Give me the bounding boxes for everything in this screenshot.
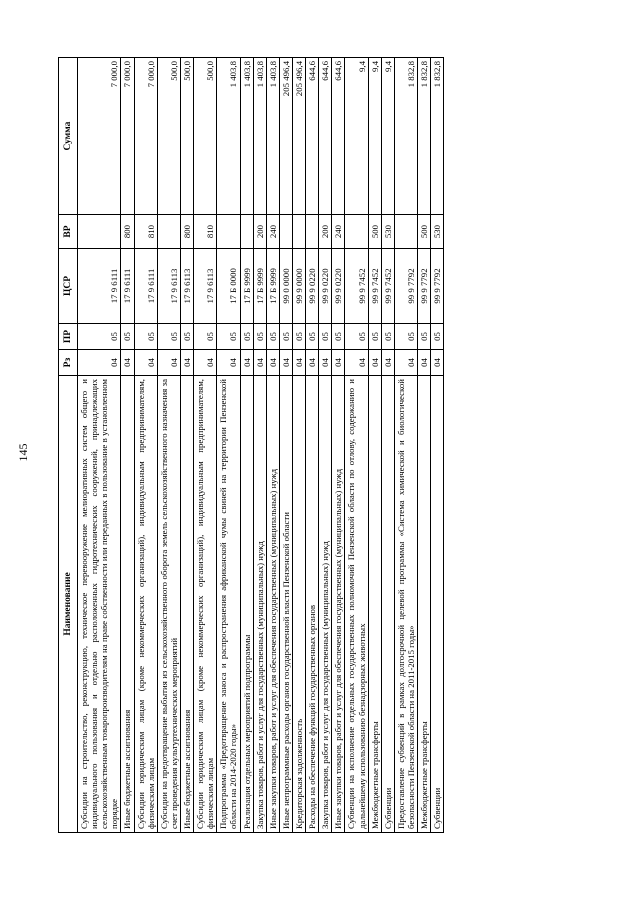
header-name: Наименование: [59, 376, 78, 833]
cell-pr: 05: [217, 324, 240, 350]
cell-pr: 05: [431, 324, 444, 350]
cell-csr: 99 9 7792: [431, 249, 444, 324]
cell-vr: [292, 215, 305, 249]
table-row: [292, 58, 305, 833]
cell-pr: 05: [381, 324, 394, 350]
table-row: [78, 58, 121, 833]
page-number: 145: [16, 443, 30, 462]
cell-rz: 04: [180, 350, 193, 376]
cell-sum: 1 403,8: [240, 58, 253, 215]
cell-sum: 500,0: [194, 58, 217, 215]
cell-sum: 205 496,4: [279, 58, 292, 215]
cell-rz: 04: [292, 350, 305, 376]
cell-sum: 1 832,8: [431, 58, 444, 215]
cell-pr: 05: [180, 324, 193, 350]
cell-pr: 05: [345, 324, 368, 350]
cell-name: Закупка товаров, работ и услуг для государственных (муниципальных) нужд: [253, 376, 266, 833]
cell-pr: 05: [78, 324, 121, 350]
cell-pr: 05: [121, 324, 134, 350]
cell-rz: 04: [319, 350, 332, 376]
cell-sum: 1 403,8: [253, 58, 266, 215]
cell-name: Иные непрограммные расходы органов государственной власти Пензенской области: [279, 376, 292, 833]
cell-sum: 9,4: [368, 58, 381, 215]
cell-csr: 17 Б 9999: [266, 249, 279, 324]
cell-sum: 9,4: [345, 58, 368, 215]
cell-csr: 17 9 6111: [134, 249, 157, 324]
cell-csr: 99 9 7792: [394, 249, 417, 324]
table-row: [368, 58, 381, 833]
cell-name: Расходы на обеспечение функций государственных органов: [306, 376, 319, 833]
cell-vr: [78, 215, 121, 249]
cell-vr: 530: [431, 215, 444, 249]
cell-csr: 99 9 0220: [319, 249, 332, 324]
cell-name: Закупка товаров, работ и услуг для государственных (муниципальных) нужд: [319, 376, 332, 833]
cell-rz: 04: [332, 350, 345, 376]
cell-vr: [217, 215, 240, 249]
cell-vr: 240: [266, 215, 279, 249]
table-row: [240, 58, 253, 833]
cell-csr: 99 9 0220: [306, 249, 319, 324]
table-row: [306, 58, 319, 833]
cell-rz: 04: [381, 350, 394, 376]
budget-table: [58, 57, 444, 833]
table-row: [194, 58, 217, 833]
header-rz: Рз: [59, 350, 78, 376]
table-row: [418, 58, 431, 833]
cell-vr: 500: [368, 215, 381, 249]
cell-vr: [345, 215, 368, 249]
table-row: [253, 58, 266, 833]
cell-csr: 17 Б 9999: [253, 249, 266, 324]
cell-name: Подпрограмма «Предотвращение заноса и распространения африканской чумы свиней на территории Пензенской области на 2014-2020 годы»: [217, 376, 240, 833]
header-csr: ЦСР: [59, 249, 78, 324]
cell-rz: 04: [78, 350, 121, 376]
cell-vr: 240: [332, 215, 345, 249]
cell-rz: 04: [253, 350, 266, 376]
cell-name: Иные закупки товаров, работ и услуг для обеспечения государственных (муниципальных) нужд: [332, 376, 345, 833]
cell-rz: 04: [431, 350, 444, 376]
cell-sum: 1 832,8: [418, 58, 431, 215]
table-row: [332, 58, 345, 833]
cell-name: Кредиторская задолженность: [292, 376, 305, 833]
table-row: [345, 58, 368, 833]
cell-csr: 99 9 7792: [418, 249, 431, 324]
cell-pr: 05: [194, 324, 217, 350]
cell-pr: 05: [306, 324, 319, 350]
cell-pr: 05: [134, 324, 157, 350]
cell-rz: 04: [306, 350, 319, 376]
cell-name: Иные бюджетные ассигнования: [121, 376, 134, 833]
cell-vr: [157, 215, 180, 249]
cell-vr: [394, 215, 417, 249]
cell-vr: [279, 215, 292, 249]
cell-name: Субсидии на предотвращение выбытия из сельскохозяйственного оборота земель сельскохозяйственного назначения за счет проведения культуртехнических мероприятий: [157, 376, 180, 833]
cell-name: Предоставление субвенций в рамках долгосрочной целевой программы «Система химической и биологической безопасности Пензенской области на 2011-2015 годы»: [394, 376, 417, 833]
cell-pr: 05: [292, 324, 305, 350]
cell-csr: 99 9 0000: [292, 249, 305, 324]
cell-csr: 99 9 0220: [332, 249, 345, 324]
cell-vr: 810: [134, 215, 157, 249]
table-row: [394, 58, 417, 833]
cell-rz: 04: [279, 350, 292, 376]
header-vr: ВР: [59, 215, 78, 249]
cell-csr: 17 9 6111: [121, 249, 134, 324]
cell-name: Иные закупки товаров, работ и услуг для обеспечения государственных (муниципальных) нужд: [266, 376, 279, 833]
cell-name: Субсидии юридическим лицам (кроме некоммерческих организаций), индивидуальным предпринимателям, физическим лицам: [134, 376, 157, 833]
cell-sum: 7 000,0: [78, 58, 121, 215]
cell-name: Субсидии на строительство, реконструкцию, техническое перевооружение мелиоративных систем общего и индивидуального пользования и отдельно расположенных гидротехнических сооружений, принадлежащих сельскохозяйственным товаропроизводителям на праве собственности или переданных в пользование в установленном порядке: [78, 376, 121, 833]
header-pr: ПР: [59, 324, 78, 350]
cell-rz: 04: [240, 350, 253, 376]
cell-vr: 530: [381, 215, 394, 249]
cell-pr: 05: [394, 324, 417, 350]
cell-csr: 17 Б 0000: [217, 249, 240, 324]
cell-pr: 05: [240, 324, 253, 350]
cell-csr: 17 Б 9999: [240, 249, 253, 324]
cell-name: Субвенции: [431, 376, 444, 833]
table-row: [121, 58, 134, 833]
cell-rz: 04: [194, 350, 217, 376]
cell-rz: 04: [394, 350, 417, 376]
cell-pr: 05: [157, 324, 180, 350]
cell-name: Иные бюджетные ассигнования: [180, 376, 193, 833]
table-row: [157, 58, 180, 833]
cell-csr: 17 9 6113: [157, 249, 180, 324]
cell-pr: 05: [253, 324, 266, 350]
cell-vr: 800: [121, 215, 134, 249]
cell-name: Субсидии юридическим лицам (кроме некоммерческих организаций), индивидуальным предпринимателям, физическим лицам: [194, 376, 217, 833]
cell-rz: 04: [266, 350, 279, 376]
cell-sum: 205 496,4: [292, 58, 305, 215]
cell-pr: 05: [319, 324, 332, 350]
cell-sum: 1 403,8: [217, 58, 240, 215]
table-row: [279, 58, 292, 833]
cell-name: Субвенции на исполнение отдельных государственных полномочий Пензенской области по отлову, содержанию и дальнейшему использованию безнадзорных животных: [345, 376, 368, 833]
cell-csr: 99 9 7452: [345, 249, 368, 324]
cell-sum: 644,6: [306, 58, 319, 215]
cell-sum: 644,6: [332, 58, 345, 215]
cell-vr: 810: [194, 215, 217, 249]
cell-vr: 800: [180, 215, 193, 249]
cell-rz: 04: [157, 350, 180, 376]
cell-rz: 04: [217, 350, 240, 376]
cell-rz: 04: [345, 350, 368, 376]
cell-rz: 04: [134, 350, 157, 376]
cell-pr: 05: [368, 324, 381, 350]
cell-name: Межбюджетные трансферты: [418, 376, 431, 833]
cell-sum: 644,6: [319, 58, 332, 215]
cell-sum: 500,0: [180, 58, 193, 215]
cell-csr: 99 9 7452: [381, 249, 394, 324]
cell-rz: 04: [121, 350, 134, 376]
cell-pr: 05: [418, 324, 431, 350]
cell-rz: 04: [368, 350, 381, 376]
table-row: [217, 58, 240, 833]
table-header-row: [59, 58, 78, 833]
cell-csr: 99 9 7452: [368, 249, 381, 324]
table-row: [381, 58, 394, 833]
cell-vr: [306, 215, 319, 249]
table-row: [319, 58, 332, 833]
table-row: [431, 58, 444, 833]
cell-sum: 9,4: [381, 58, 394, 215]
table-body: [78, 58, 444, 833]
header-sum: Сумма: [59, 58, 78, 215]
table-row: [266, 58, 279, 833]
cell-csr: 99 0 0000: [279, 249, 292, 324]
cell-name: Межбюджетные трансферты: [368, 376, 381, 833]
cell-sum: 1 403,8: [266, 58, 279, 215]
table-row: [134, 58, 157, 833]
cell-vr: 500: [418, 215, 431, 249]
cell-name: Реализация отдельных мероприятий подпрограммы: [240, 376, 253, 833]
cell-pr: 05: [332, 324, 345, 350]
cell-csr: 17 9 6113: [194, 249, 217, 324]
cell-name: Субвенции: [381, 376, 394, 833]
cell-sum: 7 000,0: [121, 58, 134, 215]
cell-rz: 04: [418, 350, 431, 376]
table-row: [180, 58, 193, 833]
cell-sum: 1 832,8: [394, 58, 417, 215]
cell-vr: 200: [319, 215, 332, 249]
cell-csr: 17 9 6111: [78, 249, 121, 324]
cell-sum: 7 000,0: [134, 58, 157, 215]
cell-pr: 05: [266, 324, 279, 350]
cell-vr: [240, 215, 253, 249]
cell-vr: 200: [253, 215, 266, 249]
cell-csr: 17 9 6113: [180, 249, 193, 324]
cell-sum: 500,0: [157, 58, 180, 215]
cell-pr: 05: [279, 324, 292, 350]
